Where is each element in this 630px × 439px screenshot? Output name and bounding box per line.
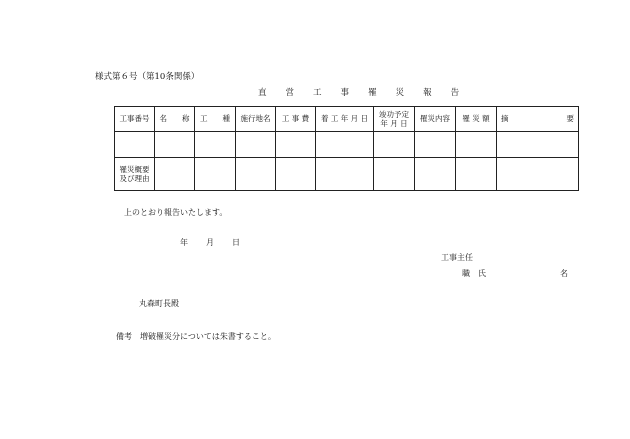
header-completion-line1: 竣功予定 <box>379 109 409 119</box>
cell-remarks[interactable] <box>497 132 579 158</box>
summary-cell[interactable] <box>236 158 276 191</box>
header-start-date: 着 工 年 月 日 <box>316 107 374 132</box>
header-remarks-left: 摘 <box>501 114 509 124</box>
signature-line <box>462 268 568 279</box>
table-entry-row <box>115 132 579 158</box>
title-char: 工 <box>313 88 322 98</box>
summary-label-line2: 及び理由 <box>119 174 150 183</box>
summary-cell[interactable] <box>456 158 497 191</box>
header-name: 名 称 <box>155 107 195 132</box>
cell-start-date[interactable] <box>316 132 374 158</box>
header-completion-line2: 年 月 日 <box>380 119 408 128</box>
date-year-label: 年 <box>180 238 188 247</box>
summary-cell[interactable] <box>195 158 236 191</box>
header-damage-content: 罹災内容 <box>415 107 456 132</box>
summary-label <box>115 158 155 191</box>
cell-cost[interactable] <box>276 132 316 158</box>
header-work-type: 工 種 <box>195 107 236 132</box>
header-remarks-right: 要 <box>566 114 574 124</box>
header-remarks <box>497 107 579 132</box>
header-cost: 工 事 費 <box>276 107 316 132</box>
position-label: 職 氏 <box>462 269 486 278</box>
cell-name[interactable] <box>155 132 195 158</box>
cell-work-type[interactable] <box>195 132 236 158</box>
title-char: 営 <box>285 88 295 98</box>
header-damage-amount: 罹 災 額 <box>456 107 497 132</box>
cell-completion-date[interactable] <box>374 132 415 158</box>
header-completion-date <box>374 107 415 132</box>
document-title <box>258 86 478 98</box>
manager-label: 工事主任 <box>441 253 473 262</box>
summary-cell[interactable] <box>415 158 456 191</box>
name-label: 名 <box>560 269 568 278</box>
title-char: 告 <box>450 88 460 98</box>
summary-cell[interactable] <box>276 158 316 191</box>
title-char: 報 <box>423 88 432 98</box>
date-month-label: 月 <box>206 238 214 247</box>
summary-label-line1: 罹災概要 <box>119 164 150 174</box>
table-summary-row <box>115 158 579 191</box>
form-number: 様式第６号（第10条関係） <box>95 72 200 82</box>
date-day-label: 日 <box>232 238 240 247</box>
header-site: 施行地名 <box>236 107 276 132</box>
title-char: 災 <box>395 88 405 98</box>
cell-damage-content[interactable] <box>415 132 456 158</box>
report-date <box>180 237 258 248</box>
table-header-row <box>115 107 579 132</box>
remarks-note: 備考 増破罹災分については朱書すること。 <box>116 332 276 341</box>
summary-cell[interactable] <box>155 158 195 191</box>
damage-report-table <box>114 106 579 191</box>
cell-work-number[interactable] <box>115 132 155 158</box>
summary-cell[interactable] <box>316 158 374 191</box>
header-work-number: 工事番号 <box>115 107 155 132</box>
title-char: 直 <box>258 88 267 98</box>
report-statement: 上のとおり報告いたします。 <box>124 208 228 217</box>
title-char: 事 <box>340 88 350 98</box>
cell-damage-amount[interactable] <box>456 132 497 158</box>
addressee: 丸森町長殿 <box>139 299 179 308</box>
title-char: 罹 <box>368 88 377 98</box>
summary-cell[interactable] <box>374 158 415 191</box>
summary-cell[interactable] <box>497 158 579 191</box>
cell-site[interactable] <box>236 132 276 158</box>
